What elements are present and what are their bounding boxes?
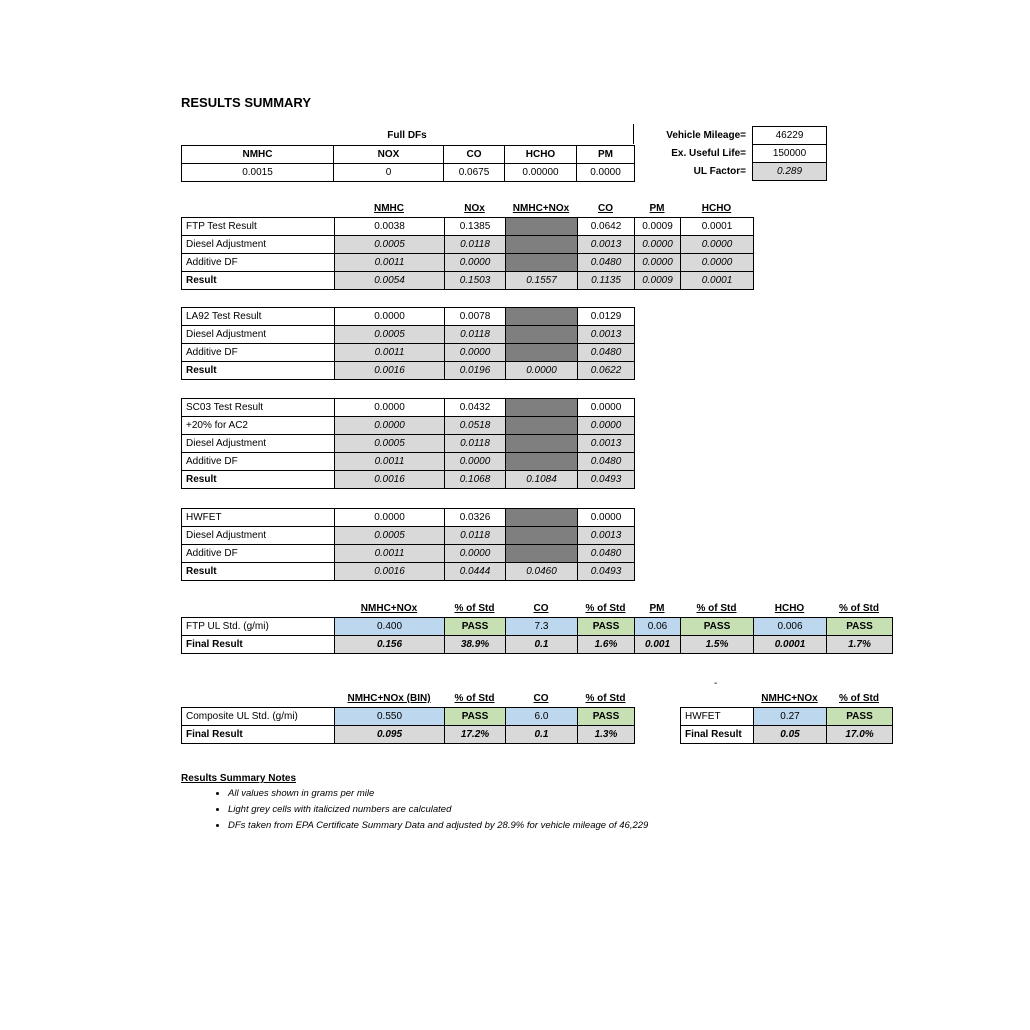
composite-header: NMHC+NOx (BIN) [347, 693, 431, 704]
ftp-table [181, 217, 754, 290]
cell: 0.1135 [578, 272, 635, 290]
useful-life-value: 150000 [753, 145, 827, 163]
row-label: Diesel Adjustment [182, 326, 335, 344]
table-row [182, 218, 754, 236]
row-label: Final Result [182, 726, 335, 744]
list-item: • DFs taken from EPA Certificate Summary Data and adjusted by 28.9% for vehicle mileage of 46,229 [228, 818, 648, 834]
ftp-ul-header: % of Std [839, 603, 879, 614]
sc03-table [181, 398, 635, 489]
cell: 0.0000 [335, 417, 445, 435]
full-dfs-header: PM [577, 146, 635, 164]
pass-cell: PASS [578, 618, 635, 636]
cell: 0.0493 [578, 471, 635, 489]
ftp-header: CO [598, 203, 613, 214]
table-row [182, 545, 635, 563]
cell: 0.0432 [445, 399, 506, 417]
cell: 0.550 [335, 708, 445, 726]
cell: 0.0000 [681, 236, 754, 254]
cell: 0.0001 [754, 636, 827, 654]
cell: 0.0000 [445, 254, 506, 272]
table-row [182, 254, 754, 272]
row-label: HWFET [182, 509, 335, 527]
pass-cell: PASS [827, 708, 893, 726]
cell: 0.05 [754, 726, 827, 744]
cell: 38.9% [445, 636, 506, 654]
cell: 1.5% [681, 636, 754, 654]
full-dfs-caption: Full DFs [387, 130, 427, 141]
ftp-ul-header: % of Std [585, 603, 626, 614]
row-label: FTP Test Result [182, 218, 335, 236]
full-dfs-value: 0.0000 [577, 164, 635, 182]
table-row [182, 435, 635, 453]
full-dfs-header: NOX [334, 146, 444, 164]
row-label: Final Result [182, 636, 335, 654]
table-row [182, 618, 893, 636]
table-row [182, 563, 635, 581]
row-label: Diesel Adjustment [182, 527, 335, 545]
dark-cell [506, 254, 578, 272]
dark-cell [506, 453, 578, 471]
row-label: LA92 Test Result [182, 308, 335, 326]
notes-title: Results Summary Notes [181, 773, 297, 784]
table-row [182, 636, 893, 654]
row-label: Additive DF [182, 344, 335, 362]
cell: 0.0118 [445, 527, 506, 545]
table-row [681, 708, 893, 726]
ftp-ul-header: PM [649, 603, 665, 614]
table-row [182, 509, 635, 527]
cell: 0.0000 [335, 399, 445, 417]
cell: 0.0000 [578, 417, 635, 435]
full-dfs-value: 0.0015 [182, 164, 334, 182]
full-dfs-value: 0.0675 [444, 164, 505, 182]
pass-cell: PASS [681, 618, 754, 636]
table-row [182, 344, 635, 362]
cell: 0.0129 [578, 308, 635, 326]
vehicle-info-table [752, 126, 827, 181]
cell: 0.0009 [635, 218, 681, 236]
ftp-ul-header: % of Std [696, 603, 737, 614]
ul-factor-label: UL Factor= [693, 166, 746, 177]
cell: 0.0000 [578, 509, 635, 527]
cell: 0.400 [335, 618, 445, 636]
dark-cell [506, 218, 578, 236]
table-row [182, 272, 754, 290]
cell: 0.0000 [506, 362, 578, 380]
cell: 0.156 [335, 636, 445, 654]
cell: 0.0622 [578, 362, 635, 380]
pass-cell: PASS [578, 708, 635, 726]
cell: 0.0016 [335, 471, 445, 489]
row-label: +20% for AC2 [182, 417, 335, 435]
full-dfs-value: 0.00000 [505, 164, 577, 182]
cell: 0.0460 [506, 563, 578, 581]
table-row [182, 417, 635, 435]
cell: 1.6% [578, 636, 635, 654]
row-label: Result [182, 471, 335, 489]
full-dfs-divider [633, 124, 634, 144]
ftp-ul-header: % of Std [454, 603, 495, 614]
cell: 0.0000 [635, 236, 681, 254]
cell: 17.2% [445, 726, 506, 744]
cell: 0.0118 [445, 236, 506, 254]
cell: 0.0480 [578, 453, 635, 471]
cell: 0.0013 [578, 435, 635, 453]
dark-cell [506, 417, 578, 435]
cell: 0.0009 [635, 272, 681, 290]
row-label: Final Result [681, 726, 754, 744]
cell: 0.0444 [445, 563, 506, 581]
table-row [182, 362, 635, 380]
cell: 6.0 [506, 708, 578, 726]
row-label: Result [182, 272, 335, 290]
cell: 0.0000 [335, 308, 445, 326]
table-row [182, 326, 635, 344]
ftp-header: PM [649, 203, 665, 214]
cell: 0.0480 [578, 254, 635, 272]
cell: 0.1385 [445, 218, 506, 236]
row-label: Additive DF [182, 545, 335, 563]
table-row [182, 527, 635, 545]
cell: 0.0000 [445, 344, 506, 362]
table-row [182, 708, 635, 726]
cell: 0.0000 [335, 509, 445, 527]
cell: 0.0016 [335, 362, 445, 380]
table-row [182, 236, 754, 254]
row-label: Diesel Adjustment [182, 236, 335, 254]
composite-table [181, 707, 635, 744]
hwfet-table [181, 508, 635, 581]
list-item: • Light grey cells with italicized numbers are calculated [228, 802, 648, 818]
cell: 0.1557 [506, 272, 578, 290]
dark-cell [506, 344, 578, 362]
cell: 0.0480 [578, 545, 635, 563]
pass-cell: PASS [445, 618, 506, 636]
dark-cell [506, 326, 578, 344]
composite-header: % of Std [585, 693, 626, 704]
cell: 0.006 [754, 618, 827, 636]
cell: 0.0118 [445, 326, 506, 344]
cell: 0.0011 [335, 254, 445, 272]
la92-table [181, 307, 635, 380]
cell: 0.0000 [681, 254, 754, 272]
full-dfs-table [181, 145, 635, 182]
cell: 0.0005 [335, 527, 445, 545]
cell: 0.1 [506, 636, 578, 654]
pass-cell: PASS [827, 618, 893, 636]
cell: 0.1 [506, 726, 578, 744]
cell: 17.0% [827, 726, 893, 744]
cell: 0.0038 [335, 218, 445, 236]
full-dfs-header: HCHO [505, 146, 577, 164]
table-row [182, 308, 635, 326]
cell: 0.1084 [506, 471, 578, 489]
table-row [182, 471, 635, 489]
list-item: • All values shown in grams per mile [228, 786, 648, 802]
cell: 0.0078 [445, 308, 506, 326]
cell: 0.0011 [335, 545, 445, 563]
cell: 7.3 [506, 618, 578, 636]
hwfet-std-header: % of Std [839, 693, 879, 704]
cell: 0.0326 [445, 509, 506, 527]
cell: 0.095 [335, 726, 445, 744]
cell: 0.0118 [445, 435, 506, 453]
ftp-ul-header: HCHO [774, 603, 805, 614]
cell: 0.0000 [635, 254, 681, 272]
dark-cell [506, 435, 578, 453]
full-dfs-header: CO [444, 146, 505, 164]
cell: 0.0001 [681, 272, 754, 290]
table-row [182, 399, 635, 417]
row-label: Diesel Adjustment [182, 435, 335, 453]
ftp-header: NMHC [374, 203, 404, 214]
cell: 0.0000 [445, 545, 506, 563]
cell: 0.0000 [578, 399, 635, 417]
ftp-header: NOx [464, 203, 485, 214]
cell: 0.0518 [445, 417, 506, 435]
page-title: RESULTS SUMMARY [181, 95, 311, 110]
row-label: FTP UL Std. (g/mi) [182, 618, 335, 636]
composite-header: CO [533, 693, 549, 704]
cell: 0.0642 [578, 218, 635, 236]
cell: 0.0011 [335, 344, 445, 362]
full-dfs-header: NMHC [182, 146, 334, 164]
row-label: Composite UL Std. (g/mi) [182, 708, 335, 726]
table-row [681, 726, 893, 744]
cell: 0.0005 [335, 236, 445, 254]
ftp-ul-header: NMHC+NOx [360, 603, 418, 614]
table-row [182, 726, 635, 744]
hwfet-std-table [680, 707, 893, 744]
dark-cell [506, 236, 578, 254]
cell: 0.27 [754, 708, 827, 726]
cell: 0.0001 [681, 218, 754, 236]
row-label: HWFET [681, 708, 754, 726]
row-label: Result [182, 362, 335, 380]
row-label: Additive DF [182, 453, 335, 471]
full-dfs-value: 0 [334, 164, 444, 182]
row-label: Additive DF [182, 254, 335, 272]
dash-mark: - [714, 678, 718, 689]
notes-list [200, 786, 648, 834]
row-label: SC03 Test Result [182, 399, 335, 417]
cell: 0.0013 [578, 527, 635, 545]
ftp-header: HCHO [701, 203, 732, 214]
cell: 0.0000 [445, 453, 506, 471]
useful-life-label: Ex. Useful Life= [671, 148, 746, 159]
ftp-ul-header: CO [533, 603, 549, 614]
dark-cell [506, 308, 578, 326]
cell: 0.0013 [578, 326, 635, 344]
cell: 1.3% [578, 726, 635, 744]
cell: 1.7% [827, 636, 893, 654]
dark-cell [506, 399, 578, 417]
cell: 0.0054 [335, 272, 445, 290]
cell: 0.0016 [335, 563, 445, 581]
pass-cell: PASS [445, 708, 506, 726]
cell: 0.0005 [335, 435, 445, 453]
ftp-ul-table [181, 617, 893, 654]
vehicle-mileage-label: Vehicle Mileage= [666, 130, 746, 141]
cell: 0.1503 [445, 272, 506, 290]
dark-cell [506, 527, 578, 545]
table-row [182, 453, 635, 471]
cell: 0.001 [635, 636, 681, 654]
ftp-header: NMHC+NOx [512, 203, 570, 214]
cell: 0.0005 [335, 326, 445, 344]
ul-factor-value: 0.289 [753, 163, 827, 181]
cell: 0.0013 [578, 236, 635, 254]
cell: 0.0011 [335, 453, 445, 471]
cell: 0.0493 [578, 563, 635, 581]
hwfet-std-header: NMHC+NOx [761, 693, 818, 704]
cell: 0.0196 [445, 362, 506, 380]
cell: 0.0480 [578, 344, 635, 362]
dark-cell [506, 509, 578, 527]
cell: 0.06 [635, 618, 681, 636]
row-label: Result [182, 563, 335, 581]
vehicle-mileage-value: 46229 [753, 127, 827, 145]
cell: 0.1068 [445, 471, 506, 489]
dark-cell [506, 545, 578, 563]
composite-header: % of Std [454, 693, 495, 704]
